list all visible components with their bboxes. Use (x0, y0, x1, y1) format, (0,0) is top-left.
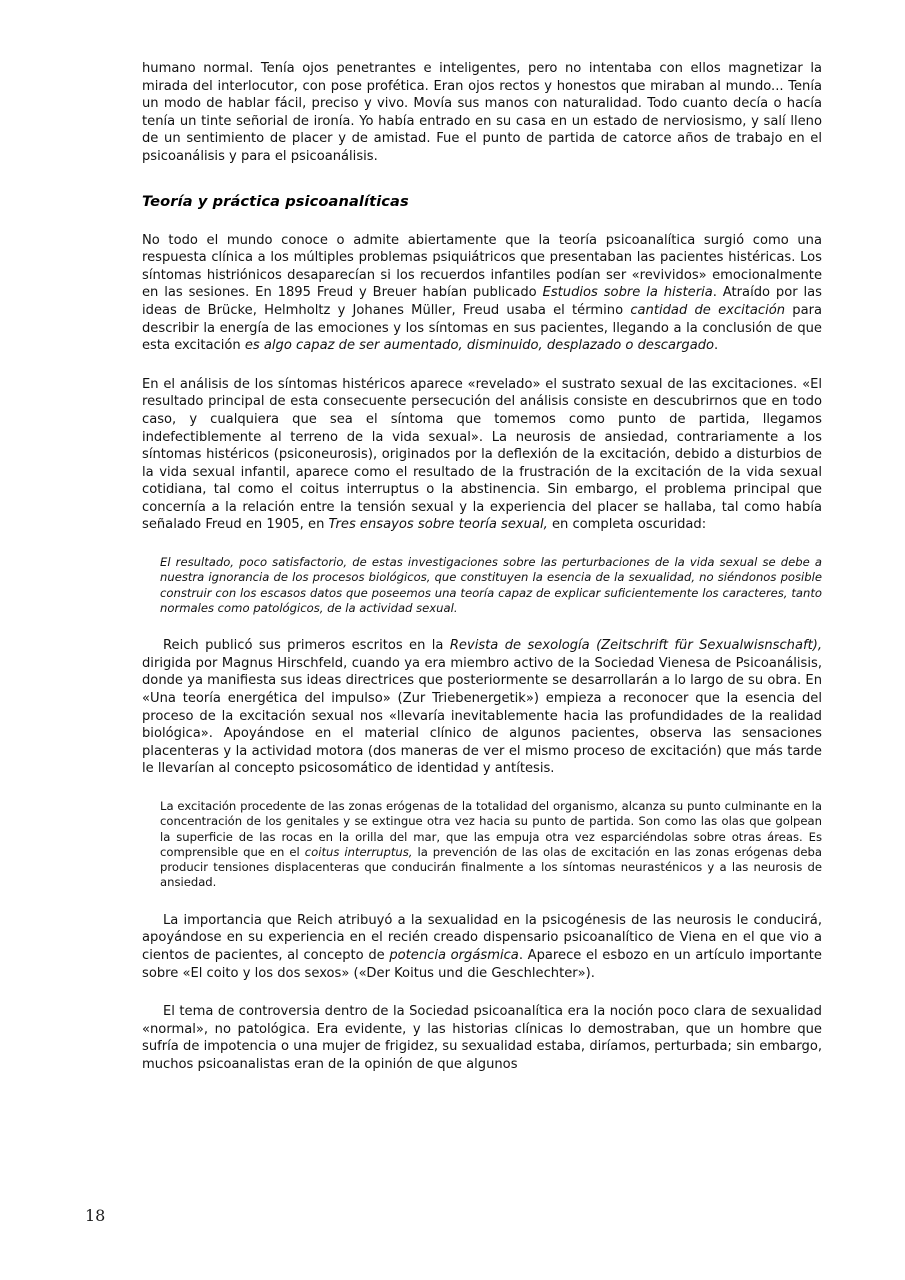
text-run: La excitación procedente de las zonas erógenas de la totalidad del organismo, alcanza su punto culminante en la concentración de los genitales y se extingue otra vez hacia su punto de partida. Son como las olas que golpean la superficie de las rocas en la orilla del mar, que las empuja otra vez esparciéndolas sobre otras áreas. Es comprensible que en el (160, 799, 822, 859)
italic-title-revista-sexologia: Revista de sexología (Zeitschrift für Sexualwisnschaft), (449, 638, 823, 654)
italic-term-coitus-interruptus: coitus interruptus, (304, 844, 413, 859)
paragraph-controversia: El tema de controversia dentro de la Sociedad psicoanalítica era la noción poco clara de sexualidad «normal», no patológica. Era evidente, y las historias clínicas lo demostraban, que un hombre que sufría de impotencia o una mujer de frigidez, su sexualidad estaba, diríamos, perturbada; sin embargo, muchos psicoanalistas eran de la opinión de que algunos (142, 1004, 822, 1072)
spacer (142, 211, 822, 232)
italic-term-cantidad: cantidad de excitación (630, 302, 786, 318)
italic-term-potencia-orgasmica: potencia orgásmica (389, 947, 519, 963)
blockquote-freud: El resultado, poco satisfactorio, de estas investigaciones sobre las perturbaciones de la vida sexual se debe a nuestra ignorancia de los procesos biológicos, que constituyen la esencia de la sexualidad, no siéndonos posible construir con los escasos datos que poseemos una teoría capaz de explicar suficientemente los caracteres, tanto normales como patológicos, de la actividad sexual. (160, 555, 822, 615)
text-run: para describir la energía de las emociones y los síntomas en sus pacientes, llegando a la conclusión de que esta excitación (142, 302, 823, 354)
spacer (142, 355, 822, 376)
blockquote-excitacion (160, 799, 822, 891)
text-run: la prevención de las olas de excitación en las zonas erógenas deba producir tensiones displacenteras que conducirán finalmente a los síntomas neurasténicos y a las neurosis de ansiedad. (160, 844, 822, 890)
text-run: Reich publicó sus primeros escritos en la (163, 638, 450, 654)
text-run: . Aparece el esbozo en un artículo importante sobre «El coito y los dos sexos» («Der Koitus und die Geschlechter»). (142, 947, 822, 981)
paragraph-reich-publico (142, 637, 822, 778)
spacer (142, 534, 822, 555)
paragraph-opening: humano normal. Tenía ojos penetrantes e inteligentes, pero no intentaba con ellos magnetizar la mirada del interlocutor, con pose profética. Eran ojos rectos y honestos que miraban al mundo... Tenía un modo de hablar fácil, preciso y vivo. Movía sus manos con naturalidad. Todo cuanto decía o hacía tenía un tinte señorial de ironía. Yo había entrado en su casa en un estado de nerviosismo, y salí lleno de un sentimiento de placer y de amistad. Fue el punto de partida de catorce años de trabajo en el psicoanálisis y para el psicoanálisis. (142, 61, 822, 164)
italic-phrase-capaz: es algo capaz de ser aumentado, disminuido, desplazado o descargado (244, 338, 715, 354)
text-run: La importancia que Reich atribuyó a la sexualidad en la psicogénesis de las neurosis le conducirá, apoyándose en su experiencia en el recién creado dispensario psicoanalítico de Viena en el que vio a cientos de pacientes, al concepto de (142, 912, 822, 963)
spacer (142, 982, 822, 1003)
text-run: dirigida por Magnus Hirschfeld, cuando ya era miembro activo de la Sociedad Vienesa de Psicoanálisis, donde ya manifiesta sus ideas directrices que posteriormente se desarrollarán a lo largo de su obra. En «Una teoría energética del impulso» (Zur Triebenergetik») empieza a reconocer que la esencia del proceso de la excitación sexual nos «llevaría inevitablemente hacia las profundidades de la realidad biológica». Apoyándose en el material clínico de algunos pacientes, observa las sensaciones placenteras y la actividad motora (dos maneras de ver el mismo proceso de excitación) que más tarde le llevarían al concepto psicosomático de identidad y antítesis. (142, 655, 822, 777)
italic-title-estudios: Estudios sobre la histeria (542, 285, 713, 301)
spacer (142, 891, 822, 912)
paragraph-analisis-sintomas (142, 376, 822, 534)
text-run: En el análisis de los síntomas histéricos aparece «revelado» el sustrato sexual de las excitaciones. «El resultado principal de esta consecuente persecución del análisis consiste en descubrirnos que en todo caso, y cualquiera que sea el síntoma que tomemos como punto de partida, llegamos indefectiblemente al terreno de la vida sexual». La neurosis de ansiedad, contrariamente a los síntomas histéricos (psiconeurosis), originados por la deflexión de la excitación, debido a disturbios de la vida sexual infantil, aparece como el resultado de la frustración de la excitación de la vida sexual cotidiana, tal como el coitus interruptus o la abstinencia. Sin embargo, el problema principal que concernía a la relación entre la tensión sexual y la experiencia del placer se hallaba, tal como había señalado Freud en 1905, en (142, 376, 822, 533)
text-run: . Atraído por las ideas de Brücke, Helmholtz y Johanes Müller, Freud usaba el término (142, 285, 822, 318)
paragraph-importancia-sexualidad (142, 912, 822, 982)
page-content-column (142, 60, 822, 1074)
text-run: No todo el mundo conoce o admite abiertamente que la teoría psicoanalítica surgió como una respuesta clínica a los múltiples problemas psiquiátricos que presentaban las pacientes histéricas. Los síntomas histriónicos desaparecían si los recuerdos infantiles podían ser «revividos» emocionalmente en las sesiones. En 1895 Freud y Breuer habían publicado (142, 232, 822, 301)
section-heading: Teoría y práctica psicoanalíticas (142, 192, 409, 210)
italic-title-tres-ensayos: Tres ensayos sobre teoría sexual, (328, 517, 548, 533)
spacer (142, 616, 822, 637)
spacer (142, 166, 822, 192)
spacer (142, 778, 822, 799)
paragraph-teoria-psicoanalitica (142, 232, 822, 355)
page-number: 18 (85, 1206, 106, 1225)
text-run: . (714, 338, 719, 354)
text-run: en completa oscuridad: (547, 517, 707, 533)
